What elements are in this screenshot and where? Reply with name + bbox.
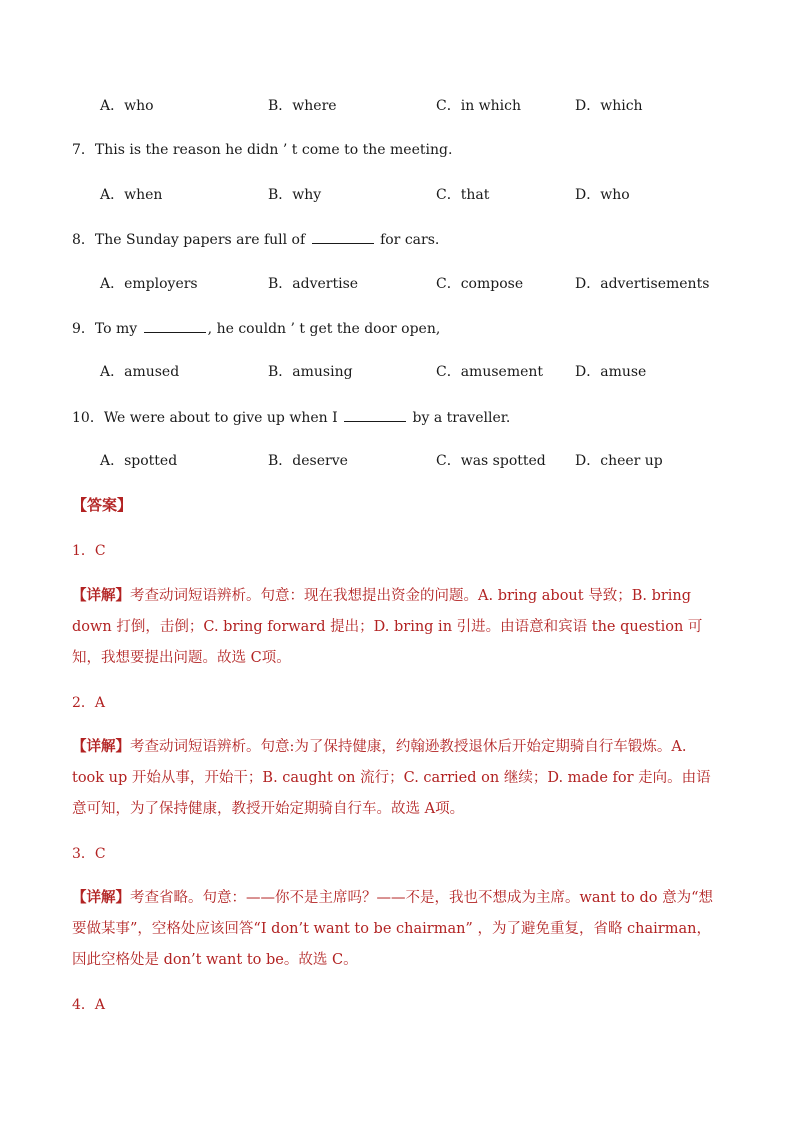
q6-options: [100, 96, 740, 116]
q10-blank: [344, 407, 406, 422]
q9-blank: [144, 318, 206, 333]
explanation-2: [72, 731, 722, 825]
explanation-1-label: 【详解】: [72, 587, 130, 604]
explanation-1: [72, 580, 722, 674]
explanation-1-text: 考查动词短语辨析。句意：现在我想提出资金的问题。A. bring about 导致；B. bring down 打倒，击倒；C. bring forward 提出；D. bring in 引进。由语意和宾语 the question 可知，我想要提出问题。故选 C项。: [72, 588, 703, 666]
q8-option-b: B．advertise: [268, 276, 359, 292]
q8-stem-before: 8．The Sunday papers are full of: [72, 232, 310, 248]
q7-stem: 7．This is the reason he didn ’ t come to the meeting.: [72, 142, 453, 158]
answer-header: 【答案】: [72, 496, 133, 514]
explanation-2-text: 考查动词短语辨析。句意:为了保持健康，约翰逊教授退休后开始定期骑自行车锻炼。A. took up 开始从事，开始干；B. caught on 流行；C. carried on 继续；D. made for 走向。由语意可知，为了保持健康，教授开始定期骑自行车。故选 A项。: [72, 739, 711, 817]
q6-option-d: D．which: [575, 98, 643, 114]
q9-stem: [72, 318, 440, 339]
q7-options: [100, 185, 740, 205]
q10-option-c: C．was spotted: [436, 453, 546, 469]
q10-option-a: A．spotted: [100, 453, 178, 469]
q6-option-b: B．where: [268, 98, 337, 114]
q8-blank: [312, 229, 374, 244]
q9-option-b: B．amusing: [268, 364, 353, 380]
answer-1: 1．C: [72, 543, 106, 559]
q9-option-d: D．amuse: [575, 364, 647, 380]
explanation-3-text: 考查省略。句意：——你不是主席吗？——不是，我也不想成为主席。want to do 意为“想要做某事”，空格处应该回答“I don’t want to be chairman” ，为了避免重复，省略 chairman，因此空格处是 don’t want to be。故选 C。: [72, 890, 714, 968]
q10-stem: [72, 407, 510, 428]
q7-option-a: A．when: [100, 187, 163, 203]
answer-3: 3．C: [72, 846, 106, 862]
q10-option-d: D．cheer up: [575, 453, 663, 469]
q6-option-a: A．who: [100, 98, 154, 114]
q10-stem-after: by a traveller.: [408, 410, 511, 426]
q9-stem-after: , he couldn ’ t get the door open,: [207, 321, 441, 337]
q9-options: [100, 362, 740, 382]
q9-option-a: A．amused: [100, 364, 180, 380]
q7-option-d: D．who: [575, 187, 630, 203]
explanation-3: [72, 882, 722, 976]
q8-option-d: D．advertisements: [575, 276, 710, 292]
q8-options: [100, 274, 740, 294]
explanation-2-label: 【详解】: [72, 738, 130, 755]
q10-stem-before: 10．We were about to give up when I: [72, 410, 343, 426]
answer-4: 4．A: [72, 997, 106, 1013]
q6-option-c: C．in which: [436, 98, 521, 114]
explanation-3-label: 【详解】: [72, 889, 130, 906]
q8-option-c: C．compose: [436, 276, 524, 292]
q7-option-b: B．why: [268, 187, 322, 203]
q10-option-b: B．deserve: [268, 453, 348, 469]
q10-options: [100, 451, 740, 471]
q8-stem: [72, 229, 439, 250]
q7-option-c: C．that: [436, 187, 490, 203]
q9-option-c: C．amusement: [436, 364, 544, 380]
q9-stem-before: 9．To my: [72, 321, 142, 337]
answer-2: 2．A: [72, 695, 106, 711]
q8-stem-after: for cars.: [375, 232, 440, 248]
q8-option-a: A．employers: [100, 276, 198, 292]
